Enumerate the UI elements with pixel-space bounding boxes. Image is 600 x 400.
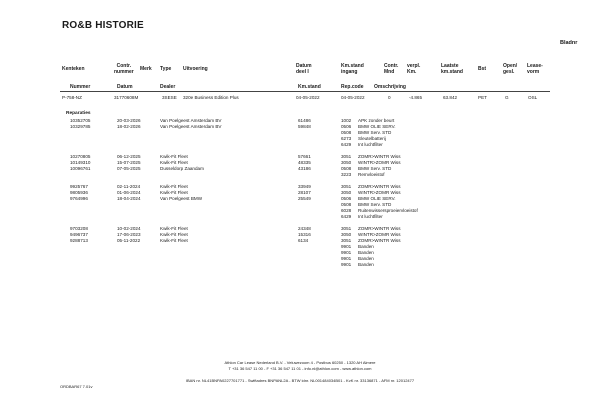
repair-code: 0508 <box>341 202 352 207</box>
subheader-omschrijving: Omschrijving <box>374 84 406 90</box>
repair-nummer: 9703208 <box>70 226 88 231</box>
repair-nummer: 9496737 <box>70 232 88 237</box>
footer-company-address: Athlon Car Lease Nederland B.V. - Veluwezoom 4 - Postbus 60250 - 1320 AH Almere <box>224 360 376 365</box>
repair-km: 24348 <box>298 226 311 231</box>
repair-dealer: Dusseldorp Zaandam <box>160 166 204 171</box>
repair-description: BMW Serv. STD <box>358 166 392 171</box>
repair-code: 3050 <box>341 190 352 195</box>
repair-code: 6429 <box>341 142 352 147</box>
repair-dealer: Van Poelgeest Amsterdam BV <box>160 124 222 129</box>
repair-datum: 06-12-2025 <box>117 154 141 159</box>
form-code: ORDBAR67 7.01v <box>60 384 93 389</box>
repair-code: 3051 <box>341 154 352 159</box>
repair-description: Banden <box>358 262 374 267</box>
repair-km: 33949 <box>298 184 311 189</box>
subheader-km-stand: Km.stand <box>298 84 321 90</box>
repair-code: 3051 <box>341 226 352 231</box>
page-number-label: Bladnr <box>560 40 578 46</box>
repair-code: 9901 <box>341 244 352 249</box>
repair-code: 6028 <box>341 208 352 213</box>
repair-km: 61486 <box>298 118 311 123</box>
repair-description: BMW OLIE SERV. <box>358 124 396 129</box>
header-lease-vorm: Lease- vorm <box>527 63 543 75</box>
repair-nummer: 9288713 <box>70 238 88 243</box>
repair-description: BMW OLIE SERV. <box>358 196 396 201</box>
vehicle-verplichte-km: -4.865 <box>409 95 423 100</box>
repair-datum: 18-02-2026 <box>117 124 141 129</box>
header-merk: Merk <box>140 66 152 72</box>
repair-datum: 10-02-2024 <box>117 226 141 231</box>
header-km-stand-ingang: Km.stand ingang <box>341 63 364 75</box>
repair-nummer: 9764996 <box>70 196 88 201</box>
header-contract-number: Contr. nummer <box>114 63 134 75</box>
repair-nummer: 10149310 <box>70 160 91 165</box>
repair-code: 0508 <box>341 130 352 135</box>
vehicle-datum-deel1: 04-05-2022 <box>296 95 320 100</box>
report-title: RO&B HISTORIE <box>62 20 144 31</box>
repair-code: 3051 <box>341 184 352 189</box>
vehicle-kenteken: P-758-NZ <box>62 95 82 100</box>
repair-description: ZOMR>WINTR Wiss <box>358 238 401 243</box>
repair-description: WINTR>ZOMR Wiss <box>358 160 401 165</box>
vehicle-open-gesloten: G <box>505 95 509 100</box>
repair-description: Remvloeistof <box>358 172 385 177</box>
header-open-gesloten: Open/ gesl. <box>503 63 518 75</box>
vehicle-type: 3SESE <box>162 95 177 100</box>
header-laatste-km: Laatste km.stand <box>441 63 463 75</box>
header-divider <box>60 91 550 92</box>
repair-description: WINTR>ZOMR Wiss <box>358 232 401 237</box>
table-row <box>0 214 600 220</box>
repair-description: ZOMR>WINTR Wiss <box>358 226 401 231</box>
repair-code: 3223 <box>341 172 352 177</box>
subheader-dealer: Dealer <box>160 84 176 90</box>
vehicle-laatste-km: 63.842 <box>443 95 458 100</box>
repair-km: 15316 <box>298 232 311 237</box>
repair-description: BMW Serv. STD <box>358 202 392 207</box>
repair-code: 1002 <box>341 118 352 123</box>
repair-dealer: Kwik-Fit Fleet <box>160 190 188 195</box>
repair-km: 6134 <box>298 238 309 243</box>
repair-description: Int luchtfilter <box>358 142 383 147</box>
repair-description: Banden <box>358 256 374 261</box>
repair-dealer: Kwik-Fit Fleet <box>160 232 188 237</box>
repair-description: Int luchtfilter <box>358 214 383 219</box>
header-verplichte-km: verpl. Km. <box>407 63 421 75</box>
table-row <box>0 172 600 178</box>
vehicle-uitvoering: 320e Business Edition Plus <box>183 95 239 100</box>
repair-nummer: 10096761 <box>70 166 91 171</box>
repair-km: 59848 <box>298 124 311 129</box>
repair-km: 25549 <box>298 196 311 201</box>
repair-description: ZOMR>WINTR Wiss <box>358 184 401 189</box>
repair-dealer: Kwik-Fit Fleet <box>160 226 188 231</box>
header-kenteken: Kenteken <box>62 66 85 72</box>
repair-datum: 18-04-2024 <box>117 196 141 201</box>
repair-datum: 02-11-2024 <box>117 184 141 189</box>
repair-description: Banden <box>358 250 374 255</box>
repair-datum: 01-06-2024 <box>117 190 141 195</box>
repair-code: 0508 <box>341 166 352 171</box>
repair-dealer: Van Poelgeest BMW <box>160 196 203 201</box>
repair-datum: 07-05-2025 <box>117 166 141 171</box>
header-datum-deel1: Datum deel I <box>296 63 312 75</box>
vehicle-bst: PET <box>478 95 487 100</box>
repair-km: 28107 <box>298 190 311 195</box>
repair-code: 9901 <box>341 262 352 267</box>
vehicle-datum-ingang: 04-05-2022 <box>341 95 365 100</box>
subheader-nummer: Nummer <box>70 84 91 90</box>
vehicle-lease-vorm: OSL <box>528 95 538 100</box>
repair-description: Banden <box>358 244 374 249</box>
subheader-datum: Datum <box>117 84 133 90</box>
repair-code: 0506 <box>341 124 352 129</box>
header-uitvoering: Uitvoering <box>183 66 208 72</box>
header-type: Type <box>160 66 172 72</box>
header-contract-months: Contr. Mnd <box>384 63 399 75</box>
section-title-reparaties: Reparaties <box>66 111 91 116</box>
vehicle-contract: 31770608M <box>114 95 139 100</box>
repair-km: 48335 <box>298 160 311 165</box>
repair-code: 6273 <box>341 136 352 141</box>
table-row <box>0 142 600 148</box>
repair-nummer: 10270805 <box>70 154 91 159</box>
repair-description: WINTR>ZOMR Wiss <box>358 190 401 195</box>
repair-code: 9901 <box>341 256 352 261</box>
repair-km: 43186 <box>298 166 311 171</box>
repair-code: 9901 <box>341 250 352 255</box>
repair-dealer: Kwik-Fit Fleet <box>160 154 188 159</box>
repair-dealer: Kwik-Fit Fleet <box>160 238 188 243</box>
repair-km: 57661 <box>298 154 311 159</box>
footer-contact: T +31 36 547 11 00 - F +31 36 547 11 01 - info.nl@athlon.com - www.athlon.com <box>228 366 372 371</box>
vehicle-contract-months: 0 <box>388 95 391 100</box>
repair-dealer: Kwik-Fit Fleet <box>160 160 188 165</box>
repair-datum: 15-07-2025 <box>117 160 141 165</box>
repair-dealer: Van Poelgeest Amsterdam BV <box>160 118 222 123</box>
repair-code: 0506 <box>341 196 352 201</box>
repair-datum: 20-03-2026 <box>117 118 141 123</box>
repair-datum: 17-06-2023 <box>117 232 141 237</box>
repair-code: 3050 <box>341 232 352 237</box>
repair-code: 3050 <box>341 160 352 165</box>
repair-description: APK zonder beurt <box>358 118 395 123</box>
repair-description: ZOMR>WINTR Wiss <box>358 154 401 159</box>
repair-description: Ruitenwissersproeiervloeistof <box>358 208 418 213</box>
repair-code: 3051 <box>341 238 352 243</box>
repair-datum: 05-11-2022 <box>117 238 141 243</box>
repair-nummer: 10329785 <box>70 124 91 129</box>
footer-bank-details: IBAN nr. NL41BNPA0227701771 - Swiftadres BNPANL2A - BTW idnr. NL001484034B01 - KvK nr. 33136871 - AFM nr. 12012477 <box>185 378 415 383</box>
repair-description: BMW Serv. STD <box>358 130 392 135</box>
repair-nummer: 9805936 <box>70 190 88 195</box>
repair-code: 6429 <box>341 214 352 219</box>
header-bst: Bst <box>478 66 487 72</box>
repair-description: Sleutelbatterij <box>358 136 386 141</box>
subheader-rep-code: Rep.code <box>341 84 364 90</box>
repair-nummer: 10352705 <box>70 118 91 123</box>
table-row <box>0 262 600 268</box>
repair-nummer: 9925767 <box>70 184 88 189</box>
repair-dealer: Kwik-Fit Fleet <box>160 184 188 189</box>
